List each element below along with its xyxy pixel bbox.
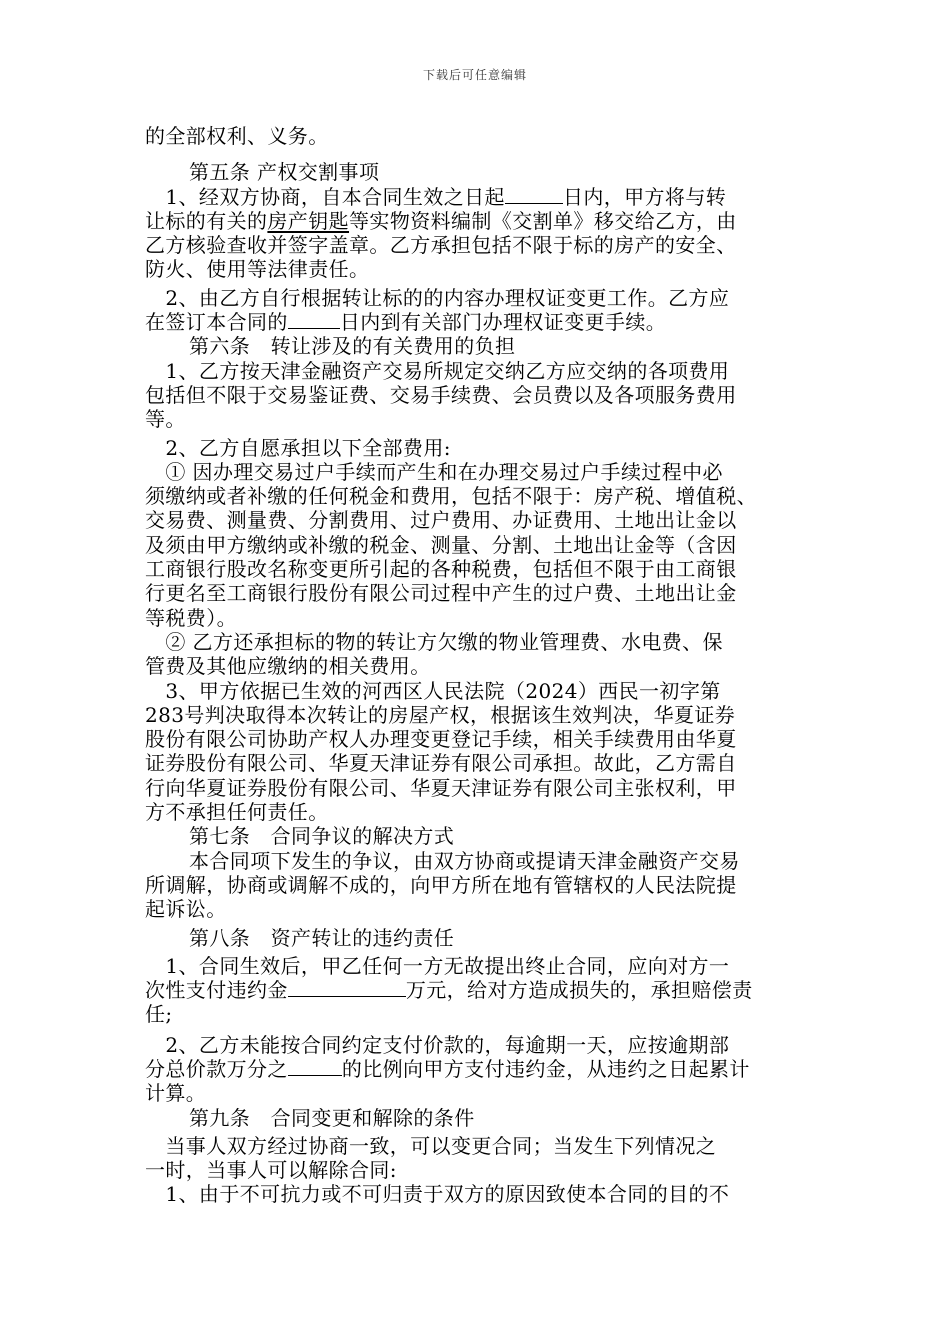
blank-field — [288, 978, 406, 997]
text-segment: 分总价款万分之 — [145, 1056, 288, 1081]
text-segment: 让标的有关的 — [145, 208, 268, 233]
blank-field — [288, 1057, 342, 1076]
text-line: ① 因办理交易过户手续而产生和在办理交易过户手续过程中必 — [145, 459, 723, 484]
underlined-term: 房产钥匙 — [267, 208, 350, 233]
text-line: 283号判决取得本次转让的房屋产权，根据该生效判决，华夏证券 — [145, 702, 736, 727]
text-segment: 日内到有关部门办理权证变更手续。 — [339, 310, 667, 335]
text-line — [145, 310, 810, 334]
article-heading: 第七条 合同争议的解决方式 — [189, 824, 455, 849]
blank-field — [505, 185, 563, 204]
text-line: 须缴纳或者补缴的任何税金和费用，包括不限于：房产税、增值税、 — [145, 484, 757, 509]
text-segment: 1、经双方协商，自本合同生效之日起 — [145, 184, 505, 209]
contract-body — [145, 124, 810, 1207]
text-line: 1、由于不可抗力或不可归责于双方的原因致使本合同的目的不 — [145, 1182, 730, 1207]
text-line: 的全部权利、义务。 — [145, 124, 329, 148]
text-line — [145, 185, 810, 209]
text-line: 股份有限公司协助产权人办理变更登记手续，相关手续费用由华夏 — [145, 727, 737, 752]
article-heading: 第八条 资产转让的违约责任 — [189, 925, 455, 950]
text-line — [145, 978, 810, 1002]
text-line: 3、甲方依据已生效的河西区人民法院（2024）西民一初字第 — [145, 678, 721, 703]
text-line: 2、乙方自愿承担以下全部费用: — [145, 435, 451, 460]
text-line: 等税费）。 — [145, 605, 237, 630]
text-line: 行更名至工商银行股份有限公司过程中产生的过户费、土地出让金 — [145, 581, 737, 606]
text-line: 乙方核验查收并签字盖章。乙方承担包括不限于标的房产的安全、 — [145, 233, 737, 258]
text-segment: 在签订本合同的 — [145, 310, 288, 335]
text-segment: 的比例向甲方支付违约金，从违约之日起累计 — [341, 1056, 750, 1081]
text-line: 工商银行股改名称变更所引起的各种税费，包括但不限于由工商银 — [145, 557, 737, 582]
text-segment: 万元，给对方造成损失的，承担赔偿责 — [405, 978, 753, 1003]
page-header: 下载后可任意编辑 — [422, 68, 527, 82]
text-line — [145, 209, 810, 233]
text-line: 2、由乙方自行根据转让标的的内容办理权证变更工作。乙方应 — [145, 285, 730, 310]
text-line: 交易费、测量费、分割费用、过户费用、办证费用、土地出让金以 — [145, 508, 737, 533]
text-line: 起诉讼。 — [145, 897, 227, 922]
article-heading: 第九条 合同变更和解除的条件 — [189, 1105, 475, 1130]
text-line: 及须由甲方缴纳或补缴的税金、测量、分割、土地出让金等（含因 — [145, 532, 737, 557]
text-line: 任; — [145, 1002, 173, 1027]
text-segment: 次性支付违约金 — [145, 978, 288, 1003]
text-line: 包括但不限于交易鉴证费、交易手续费、会员费以及各项服务费用 — [145, 382, 737, 407]
text-line: 2、乙方未能按合同约定支付价款的，每逾期一天，应按逾期部 — [145, 1032, 730, 1057]
text-line: 管费及其他应缴纳的相关费用。 — [145, 654, 431, 679]
text-segment: 日内，甲方将与转 — [562, 184, 727, 209]
text-line: 1、合同生效后，甲乙任何一方无故提出终止合同，应向对方一 — [145, 953, 730, 978]
text-line: 防火、使用等法律责任。 — [145, 257, 370, 282]
text-segment: 等实物资料编制《交割单》移交给乙方，由 — [349, 208, 737, 233]
text-line: ② 乙方还承担标的物的转让方欠缴的物业管理费、水电费、保 — [145, 629, 723, 654]
article-heading: 第五条 产权交割事项 — [189, 160, 380, 185]
text-line: 等。 — [145, 407, 186, 432]
text-line: 行向华夏证券股份有限公司、华夏天津证券有限公司主张权利，甲 — [145, 775, 737, 800]
blank-field — [288, 310, 340, 329]
text-line: 本合同项下发生的争议，由双方协商或提请天津金融资产交易 — [189, 848, 740, 873]
text-line: 证券股份有限公司、华夏天津证券有限公司承担。故此，乙方需自 — [145, 751, 737, 776]
text-line: 计算。 — [145, 1081, 207, 1106]
text-line: 一时，当事人可以解除合同: — [145, 1158, 397, 1183]
text-line — [145, 1057, 810, 1081]
text-line: 方不承担任何责任。 — [145, 800, 329, 825]
text-line: 所调解，协商或调解不成的，向甲方所在地有管辖权的人民法院提 — [145, 872, 737, 897]
text-line: 当事人双方经过协商一致，可以变更合同；当发生下列情况之 — [145, 1133, 717, 1158]
article-heading: 第六条 转让涉及的有关费用的负担 — [189, 334, 516, 359]
text-line: 1、乙方按天津金融资产交易所规定交纳乙方应交纳的各项费用 — [145, 358, 730, 383]
